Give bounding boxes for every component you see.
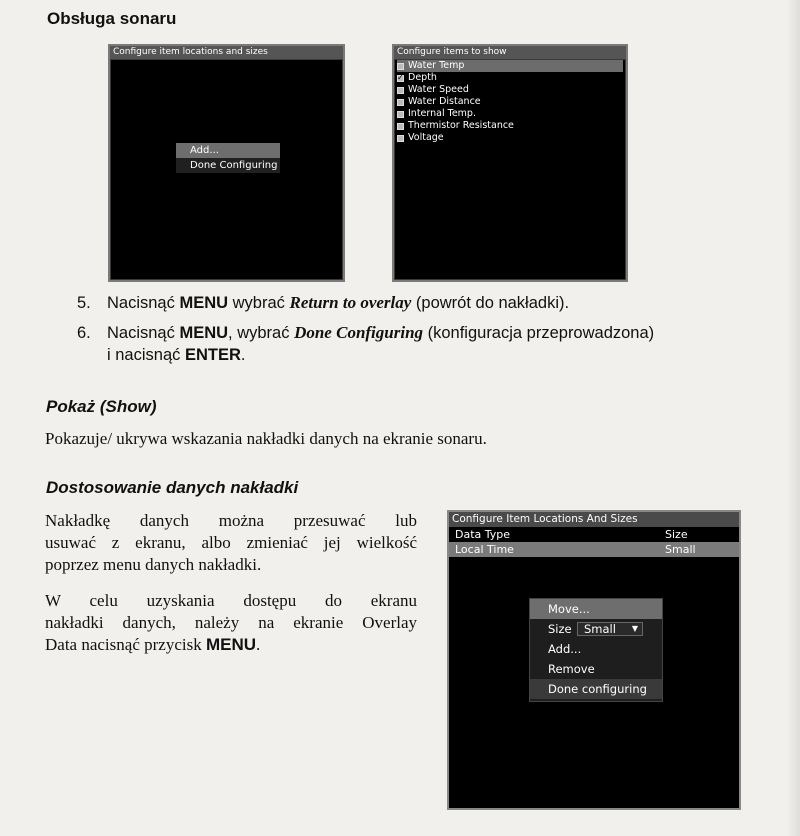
checkbox-icon[interactable] [397, 111, 404, 118]
section-title: Obsługa sonaru [47, 9, 177, 28]
list-item-internal-temp[interactable]: Internal Temp. [397, 108, 623, 120]
menu-item-move[interactable]: Move... [530, 599, 662, 619]
list-item-water-speed[interactable]: Water Speed [397, 84, 623, 96]
show-description: Pokazuje/ ukrywa wskazania nakładki danych na ekranie sonaru. [45, 429, 487, 448]
checkbox-icon[interactable] [397, 63, 404, 70]
table-header [449, 527, 739, 542]
customize-para-1: Nakładkę danych można przesuwać lub usuwać z ekranu, albo zmieniać jej wielkość poprzez menu danych nakładki. [45, 511, 417, 574]
screen-title: Configure items to show [394, 46, 626, 59]
screen-title: Configure item locations and sizes [110, 46, 343, 59]
checkbox-icon[interactable] [397, 135, 404, 142]
menu-item-add[interactable]: Add... [548, 642, 582, 656]
row-size: Small [665, 543, 696, 556]
menu-item-remove[interactable]: Remove [548, 662, 595, 676]
menu-item-add[interactable]: Add... [176, 143, 280, 158]
screen-configure-item-locations [447, 510, 741, 810]
page-edge-shadow [786, 0, 800, 836]
checkbox-icon[interactable] [397, 87, 404, 94]
menu-item-size[interactable]: Size Small ▼ [530, 619, 662, 639]
screen-title: Configure Item Locations And Sizes [449, 512, 739, 527]
screen-configure-locations [108, 44, 345, 282]
list-item-depth[interactable]: ✓ Depth [397, 72, 623, 84]
table-row[interactable] [449, 542, 739, 557]
list-item-water-temp[interactable]: Water Temp [397, 60, 623, 72]
menu-item-done-configuring[interactable]: Done Configuring [190, 160, 278, 171]
col-data-type: Data Type [455, 528, 511, 541]
list-item-voltage[interactable]: Voltage [397, 132, 623, 144]
checkbox-checked-icon[interactable] [397, 75, 404, 82]
item-context-menu [529, 598, 663, 702]
checkbox-icon[interactable] [397, 123, 404, 130]
screen-configure-items [392, 44, 628, 282]
col-size: Size [665, 528, 688, 541]
row-data-type: Local Time [455, 543, 514, 556]
list-item-thermistor-resistance[interactable]: Thermistor Resistance [397, 120, 623, 132]
checkbox-icon[interactable] [397, 99, 404, 106]
heading-customize: Dostosowanie danych nakładki [46, 478, 299, 497]
heading-show: Pokaż (Show) [46, 397, 157, 416]
chevron-down-icon: ▼ [631, 624, 638, 633]
config-menu [176, 143, 280, 173]
menu-item-done-configuring[interactable]: Done configuring [530, 679, 662, 699]
customize-para-2: W celu uzyskania dostępu do ekranu nakładki danych, należy na ekranie Overlay Data nacisnąć przycisk MENU. [45, 591, 417, 654]
size-dropdown[interactable]: Small ▼ [577, 622, 643, 636]
items-list [397, 60, 623, 144]
list-item-water-distance[interactable]: Water Distance [397, 96, 623, 108]
